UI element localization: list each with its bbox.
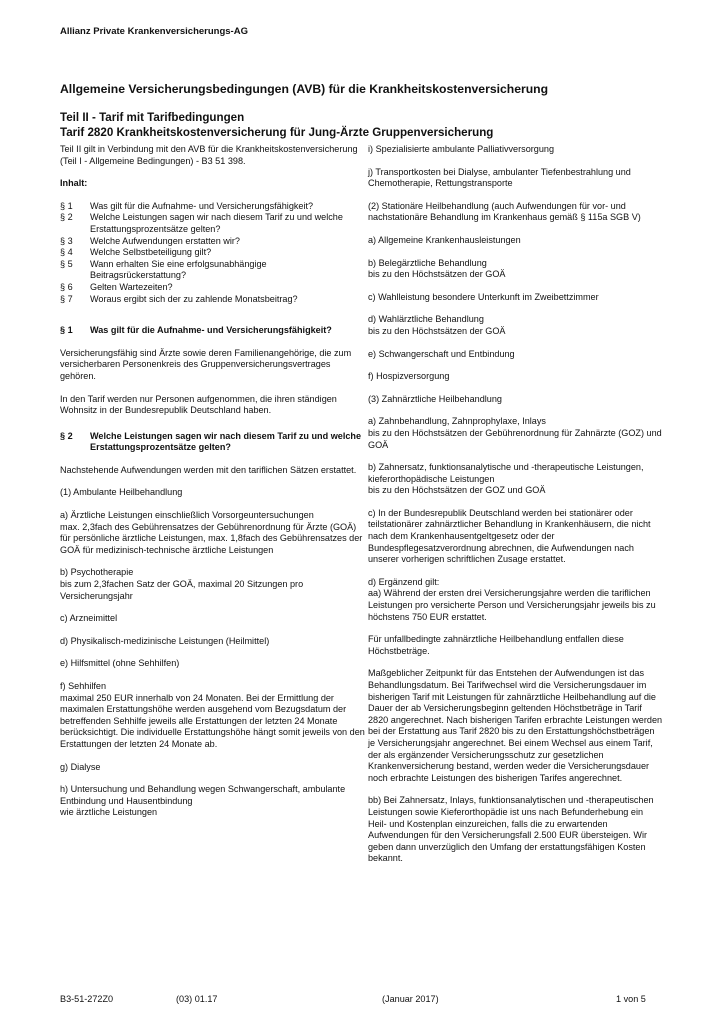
item-text: bis zum 2,3fachen Satz der GOÄ, maximal 20 Sitzungen pro Versicherungsjahr <box>60 579 304 601</box>
right-column <box>368 144 664 865</box>
company-name: Allianz Private Krankenversicherungs-AG <box>60 26 248 37</box>
subsection-heading: (3) Zahnärztliche Heilbehandlung <box>368 393 502 404</box>
item-title: e) Schwangerschaft und Entbindung <box>368 348 515 359</box>
item-title: a) Allgemeine Krankenhausleistungen <box>368 234 521 245</box>
toc-item: § 3 Welche Aufwendungen erstatten wir? <box>60 235 240 246</box>
item-title: f) Sehhilfen <box>60 681 107 691</box>
item-title: a) Zahnbehandlung, Zahnprophylaxe, Inlays <box>368 416 546 427</box>
section-1-paragraph: Versicherungsfähig sind Ärzte sowie deren Familienangehörige, die zum versicherbaren Personenkreis des Gruppenversicherungsvertrages gehören. <box>60 347 352 381</box>
toc-item: § 7 Woraus ergibt sich der zu zahlende Monatsbeitrag? <box>60 293 298 304</box>
section-2-heading: § 2 Welche Leistungen sagen wir nach diesem Tarif zu und welche Erstattungsprozentsätze gelten? <box>60 430 362 453</box>
item-title: j) Transportkosten bei Dialyse, ambulanter Tiefenbestrahlung und Chemotherapie, Rettungstransporte <box>368 166 631 189</box>
tariff-title: Tarif 2820 Krankheitskostenversicherung für Jung-Ärzte Gruppenversicherung <box>60 126 494 139</box>
left-column <box>60 144 365 819</box>
document-title: Allgemeine Versicherungsbedingungen (AVB) für die Krankheitskostenversicherung <box>60 82 549 96</box>
item-paragraph: bb) Bei Zahnersatz, Inlays, funktionsanalytischen und -therapeutischen Leistungen sowie Kieferorthopädie ist uns nach Befunderhebung ein Heil- und Kostenplan einzureichen, falls die zu erwartenden Aufwendungen für den Versicherungsfall 2.500 EUR übersteigen. Wir geben dann unverzüglich den Umfang der erstattungsfähigen Kosten bekannt. <box>368 795 654 864</box>
toc-item: § 4 Welche Selbstbeteiligung gilt? <box>60 247 212 258</box>
item-text: max. 2,3fach des Gebührensatzes der Gebührenordnung für Ärzte (GOÄ) für persönliche ärztliche Leistungen, max. 1,8fach des Gebührensatzes der GOÄ für medizinisch-technische ärztliche Leistungen <box>60 521 363 555</box>
item-title: d) Physikalisch-medizinische Leistungen (Heilmittel) <box>60 635 270 646</box>
table-of-contents <box>60 201 365 305</box>
toc-item: § 5 Wann erhalten Sie eine erfolgsunabhängige Beitragsrückerstattung? <box>60 258 267 281</box>
item-title: b) Belegärztliche Behandlung <box>368 257 487 268</box>
footer-form-number: B3-51-272Z0 <box>60 994 114 1004</box>
item-text: bis zu den Höchstsätzen der GOÄ <box>368 325 506 336</box>
item-title: i) Spezialisierte ambulante Palliativversorgung <box>368 144 555 154</box>
item-title: b) Zahnersatz, funktionsanalytische und -therapeutische Leistungen, kieferorthopädische Leistungen <box>368 462 644 484</box>
subsection-heading: (1) Ambulante Heilbehandlung <box>60 487 183 498</box>
section-1-paragraph: In den Tarif werden nur Personen aufgenommen, die ihren ständigen Wohnsitz in der Bundesrepublik Deutschland haben. <box>60 393 337 416</box>
toc-item: § 6 Gelten Wartezeiten? <box>60 281 173 292</box>
item-title: d) Wahlärztliche Behandlung <box>368 314 484 325</box>
item-title: e) Hilfsmittel (ohne Sehhilfen) <box>60 658 180 669</box>
item-text: maximal 250 EUR innerhalb von 24 Monaten. Bei der Ermittlung der maximalen Erstattungshöhe werden ausgehend vom Bezugsdatum der betreffenden Sehhilfe jeweils alle Erstattungen der letzten 24 Monate berücksichtigt. Die individuelle Erstattungshöhe hängt somit jeweils von den Erstattungen der letzten 24 Monate ab. <box>60 692 365 749</box>
item-title: c) Arzneimittel <box>60 613 118 624</box>
section-1-heading: § 1 Was gilt für die Aufnahme- und Versicherungsfähigkeit? <box>60 325 332 336</box>
item-text: bis zu den Höchstsätzen der GOZ und GOÄ <box>368 485 546 496</box>
footer-date: (Januar 2017) <box>382 994 439 1004</box>
item-title: f) Hospizversorgung <box>368 371 450 382</box>
item-paragraph: c) In der Bundesrepublik Deutschland werden bei stationärer oder teilstationärer zahnärztlicher Behandlung in Krankenhäusern, die nicht nach dem Krankenhausentgeltgesetz oder der Bundespflegesatzverordnung abrechnen, die Aufwendungen nach unserer vorherigen schriftlichen Zusage erstattet. <box>368 507 651 565</box>
toc-item: § 2 Welche Leistungen sagen wir nach diesem Tarif zu und welche Erstattungsprozentsätze gelten? <box>60 212 343 234</box>
item-title: g) Dialyse <box>60 761 101 772</box>
section-2-intro: Nachstehende Aufwendungen werden mit den tariflichen Sätzen erstattet. <box>60 464 357 475</box>
item-paragraph: Für unfallbedingte zahnärztliche Heilbehandlung entfallen diese Höchstbeträge. <box>368 634 624 656</box>
item-title: b) Psychotherapie <box>60 567 134 578</box>
item-title: h) Untersuchung und Behandlung wegen Schwangerschaft, ambulante Entbindung und Hausentbindung <box>60 784 346 806</box>
toc-item: § 1 Was gilt für die Aufnahme- und Versicherungsfähigkeit? <box>60 200 314 211</box>
item-paragraph: aa) Während der ersten drei Versicherungsjahre werden die tariflichen Leistungen pro versicherte Person und Versicherungsjahr jeweils bis zu höchstens 750 EUR erstattet. <box>368 588 656 622</box>
toc-heading: Inhalt: <box>60 178 88 189</box>
item-title: c) Wahlleistung besondere Unterkunft im Zweibettzimmer <box>368 291 599 302</box>
item-text: bis zu den Höchstsätzen der Gebührenordnung für Zahnärzte (GOZ) und GOÄ <box>368 427 662 450</box>
item-text: wie ärztliche Leistungen <box>60 807 158 818</box>
item-text: bis zu den Höchstsätzen der GOÄ <box>368 269 506 280</box>
item-title: a) Ärztliche Leistungen einschließlich Vorsorgeuntersuchungen <box>60 510 314 521</box>
subsection-heading: (2) Stationäre Heilbehandlung (auch Aufwendungen für vor- und nachstationäre Behandlung im Krankenhaus gemäß § 115a SGB V) <box>368 200 641 223</box>
document-title-block <box>60 82 660 140</box>
item-paragraph: Maßgeblicher Zeitpunkt für das Entstehen der Aufwendungen ist das Behandlungsdatum. Bei Tarifwechsel wird die Versicherungsdauer im bisherigen Tarif mit Leistungen für zahnärztliche Heilbehandlung auf die Dauer der ab Versicherungsbeginn geltenden Höchstbeträge in Tarif 2820 angerechnet. Nach bisherigen Tarifen erbrachte Leistungen werden bei der Erstattung aus Tarif 2820 bis zu den Erstattungshöchstbeträgen je Versicherungsjahr angerechnet. Bei einem Wechsel aus einem Tarif, der als ergänzender Versicherungsschutz zur gesetzlichen Krankenversicherung bestand, werden weder die Versicherungsdauer noch erbrachte Leistungen des bisherigen Tarifes angerechnet. <box>368 668 663 783</box>
intro-paragraph: Teil II gilt in Verbindung mit den AVB für die Krankheitskostenversicherung (Teil I - Allgemeine Bedingungen) - B3 51 398. <box>60 144 358 166</box>
item-title: d) Ergänzend gilt: <box>368 576 440 587</box>
footer-page-number: 1 von 5 <box>616 994 646 1004</box>
part-title: Teil II - Tarif mit Tarifbedingungen <box>60 111 245 124</box>
footer-version: (03) 01.17 <box>176 994 218 1004</box>
